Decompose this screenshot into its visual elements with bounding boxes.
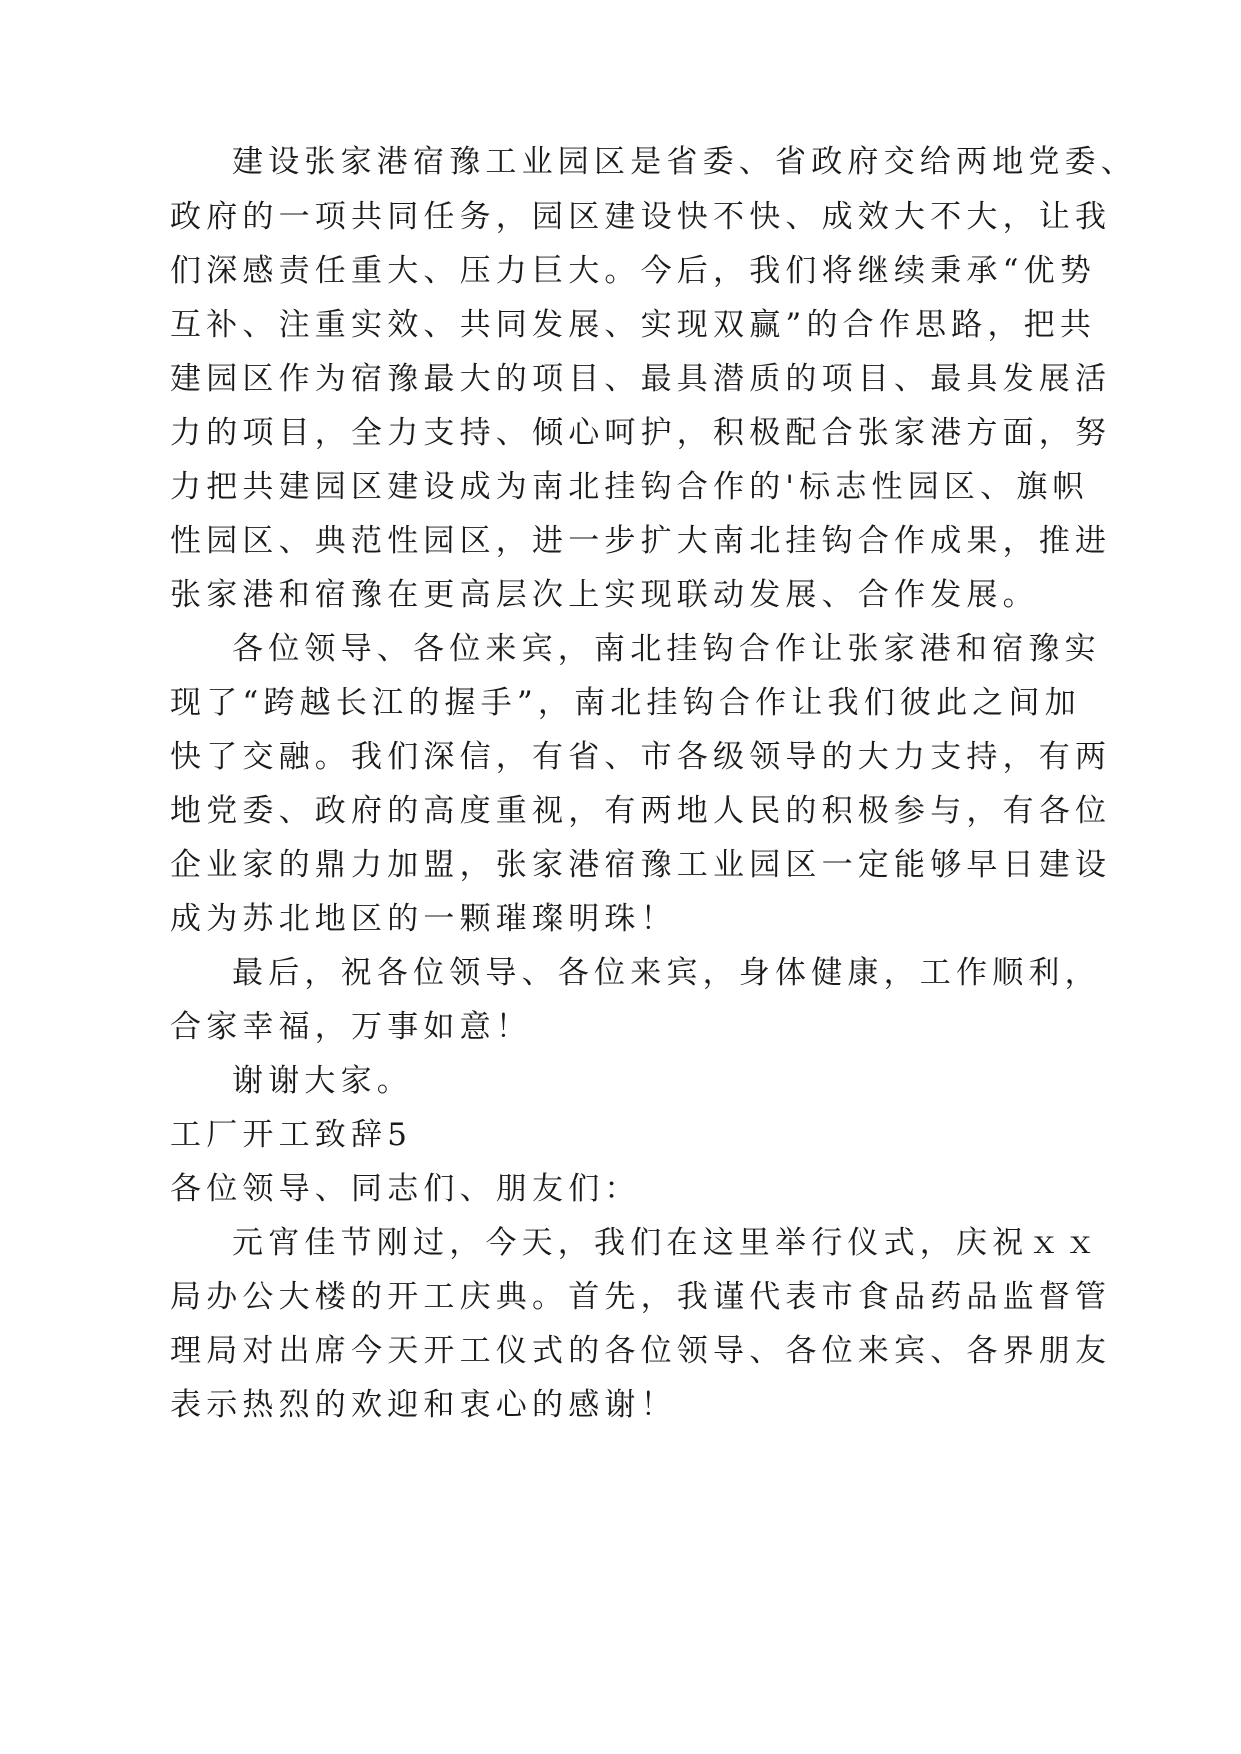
paragraph-line: 们深感责任重大、压力巨大。今后，我们将继续秉承“优势 [170, 253, 1097, 289]
paragraph-line: 表示热烈的欢迎和衷心的感谢！ [170, 1387, 677, 1423]
salutation-line: 各位领导、同志们、朋友们： [170, 1171, 641, 1207]
paragraph-line: 建设张家港宿豫工业园区是省委、省政府交给两地党委、 [232, 144, 1137, 180]
paragraph-line: 各位领导、各位来宾，南北挂钩合作让张家港和宿豫实 [232, 631, 1101, 667]
paragraph-line: 现了“跨越长江的握手”，南北挂钩合作让我们彼此之间加 [170, 685, 1081, 721]
paragraph-line: 企业家的鼎力加盟，张家港宿豫工业园区一定能够早日建设 [170, 847, 1112, 883]
paragraph-line: 局办公大楼的开工庆典。首先，我谨代表市食品药品监督管 [170, 1279, 1112, 1315]
paragraph-line: 政府的一项共同任务，园区建设快不快、成效大不大，让我 [170, 199, 1112, 235]
paragraph-line: 力的项目，全力支持、倾心呵护，积极配合张家港方面，努 [170, 415, 1112, 451]
paragraph-line: 最后，祝各位领导、各位来宾，身体健康，工作顺利， [232, 955, 1101, 991]
paragraph-line: 力把共建园区建设成为南北挂钩合作的'标志性园区、旗帜 [170, 469, 1089, 505]
paragraph-line: 元宵佳节刚过，今天，我们在这里举行仪式，庆祝ｘｘ [232, 1225, 1101, 1261]
paragraph-line: 成为苏北地区的一颗璀璨明珠！ [170, 901, 677, 937]
paragraph-line: 性园区、典范性园区，进一步扩大南北挂钩合作成果，推进 [170, 523, 1112, 559]
paragraph-line: 快了交融。我们深信，有省、市各级领导的大力支持，有两 [170, 739, 1112, 775]
paragraph-line: 张家港和宿豫在更高层次上实现联动发展、合作发展。 [170, 577, 1039, 613]
paragraph-line: 建园区作为宿豫最大的项目、最具潜质的项目、最具发展活 [170, 361, 1112, 397]
section-heading: 工厂开工致辞5 [170, 1117, 413, 1153]
paragraph-line: 互补、注重实效、共同发展、实现双赢”的合作思路，把共 [170, 307, 1097, 343]
paragraph-line: 合家幸福，万事如意！ [170, 1009, 532, 1045]
paragraph-line: 地党委、政府的高度重视，有两地人民的积极参与，有各位 [170, 793, 1112, 829]
paragraph-line: 理局对出席今天开工仪式的各位领导、各位来宾、各界朋友 [170, 1333, 1112, 1369]
paragraph-line: 谢谢大家。 [232, 1063, 413, 1099]
